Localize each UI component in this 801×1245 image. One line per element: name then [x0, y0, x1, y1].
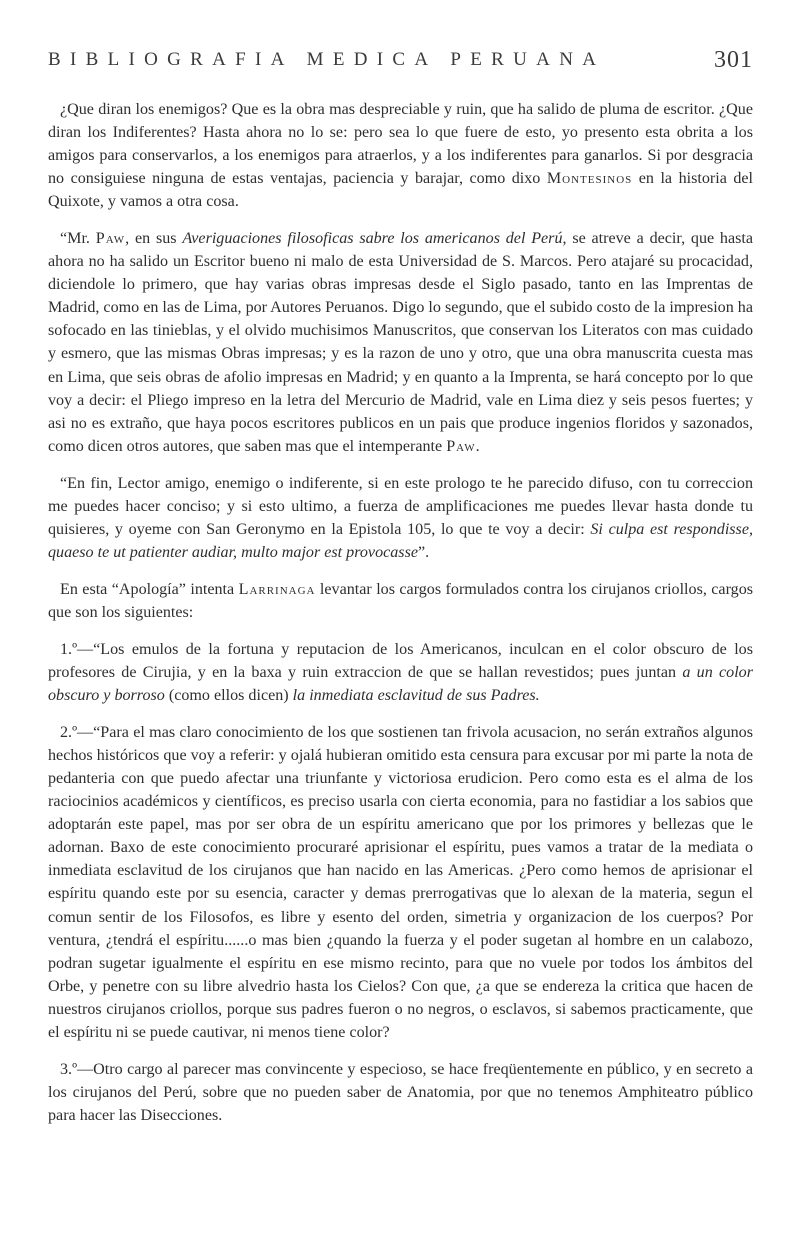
paragraph-apologia-intro — [48, 578, 753, 624]
text-run: a un color obscuro y borroso — [48, 664, 753, 705]
text-run: . — [475, 437, 480, 455]
paragraph-prologue-enemies — [48, 98, 753, 213]
text-run: Montesinos — [546, 170, 633, 188]
text-run: (como ellos dicen) — [164, 687, 293, 705]
paragraph-quote-lector — [48, 472, 753, 564]
text-run: “En fin, Lector amigo, enemigo o indiferente, si en este prologo te he parecido difuso, con tu correccion me puedes hacer conciso; y si esto ultimo, a fuerza de amplificaciones me puedes llevar hasta donde tu quisieres, y oyeme con San Geronymo en la Epistola 105, lo que te voy a decir: — [48, 474, 753, 538]
page-number: 301 — [714, 46, 753, 73]
page-body — [48, 98, 753, 1141]
text-run: Si culpa est respondisse, quaeso te ut patienter audiar, multo major est provocasse — [48, 520, 753, 561]
text-run: Averiguaciones filosoficas sabre los americanos del Perú — [182, 230, 563, 248]
text-run: En esta “Apología” intenta — [60, 580, 239, 598]
text-run: levantar los cargos formulados contra los cirujanos criollos, cargos que son los siguientes: — [48, 580, 754, 621]
text-run: la inmediata esclavitud de sus Padres. — [292, 687, 540, 705]
paragraph-charge-3 — [48, 1058, 753, 1127]
text-run: ”. — [417, 543, 430, 561]
paragraph-charge-2 — [48, 721, 753, 1044]
paragraph-charge-1 — [48, 638, 753, 707]
running-head-title: BIBLIOGRAFIA MEDICA PERUANA — [48, 49, 606, 70]
text-run: , en sus — [125, 230, 183, 248]
text-run: Larrinaga — [238, 580, 316, 598]
text-run: 1.º—“Los emulos de la fortuna y reputacion de los Americanos, inculcan en el color obscuro de los profesores de Cirujia, y en la baxa y ruin extraccion de que se hallan revestidos; pues juntan — [48, 640, 753, 682]
text-run: Paw — [95, 230, 126, 248]
text-run: , se atreve a decir, que hasta ahora no ha salido un Escritor bueno ni malo de esta Universidad de S. Marcos. Pero atajaré su procacidad, diciendole lo primero, que hay varias obras impresas desde el Siglo pasado, tanto en las Imprentas de Madrid, como en las de Lima, por Autores Peruanos. Digo lo segundo, que el subido costo de la impresion ha sofocado en las tinieblas, y el olvido muchisimos Manuscritos, que conservan los Literatos con mas cuidado y esmero, que las mismas Obras impresas; y es la razon de uno y otro, que una obra manuscrita cuesta mas en Lima, que seis obras de afolio impresas en Madrid; y en quanto a la Imprenta, se hará concepto por lo que voy a decir: el Pliego impreso en la letra del Mercurio de Madrid, vale en Lima diez y seis pesos fuertes; y asi no es extraño, que haya pocos escritores publicos en un pais que produce ingenios floridos y sazonados, como dicen otros autores, que saben mas que el intemperante — [48, 230, 754, 455]
text-run: ¿Que diran los enemigos? Que es la obra mas despreciable y ruin, que ha salido de pluma de escritor. ¿Que diran los Indiferentes? Hasta ahora no lo se: pero sea lo que fuere de esto, yo presento esta obrita a los amigos para conservarlos, a los enemigos para atraerlos, y a los indiferentes para ganarlos. Si por desgracia no consiguiese ninguna de estas ventajas, paciencia y barajar, como dixo — [48, 101, 753, 188]
text-run: “Mr. — [60, 230, 96, 248]
text-run: en la historia del Quixote, y vamos a otra cosa. — [48, 170, 753, 211]
text-run: 3.º—Otro cargo al parecer mas convincente y especioso, se hace freqüentemente en público, y en secreto a los cirujanos del Perú, sobre que no pueden saber de Anatomia, por que no tenemos Amphiteatro público para hacer las Disecciones. — [48, 1060, 753, 1124]
text-run: Paw — [446, 437, 476, 455]
running-header — [48, 42, 753, 78]
paragraph-quote-paw — [48, 227, 753, 457]
text-run: 2.º—“Para el mas claro conocimiento de los que sostienen tan frivola acusacion, no serán extraños algunos hechos históricos que voy a referir: y ojalá hubieran omitido esta censura para excusar por mi parte la nota de pedanteria con que puedo afectar una triunfante y victoriosa erudicion. Pero como esta es el alma de los raciocinios académicos y científicos, es preciso usarla con cierta economia, para no fastidiar a los sabios que adoptarán este papel, mas por ser obra de un espíritu americano que por los primores y bellezas que le adornan. Baxo de este conocimiento procuraré aprisionar el espíritu, pues vamos a tratar de la mediata o inmediata esclavitud de los cirujanos que han nacido en las Americas. ¿Pero como hemos de aprisionar el espíritu quando este por su esencia, caracter y demas prerrogativas que lo alexan de la materia, segun el comun sentir de los Filosofos, es libre y esento del orden, simetria y organizacion de los cuerpos? Por ventura, ¿tendrá el espíritu......o mas bien ¿quando la fuerza y el poder sugetan al hombre en un calabozo, podran sugetar igualmente el espíritu en ese mismo recinto, para que no vuele por todos los ámbitos del Orbe, y penetre con su libre alvedrio hasta los Cielos? Con que, ¿a que se endereza la critica que hacen de nuestros cirujanos criollos, porque sus padres fueron o no negros, o esclavos, si sabemos practicamente, que el espíritu ni se puede cautivar, ni menos tiene color? — [48, 724, 753, 1041]
